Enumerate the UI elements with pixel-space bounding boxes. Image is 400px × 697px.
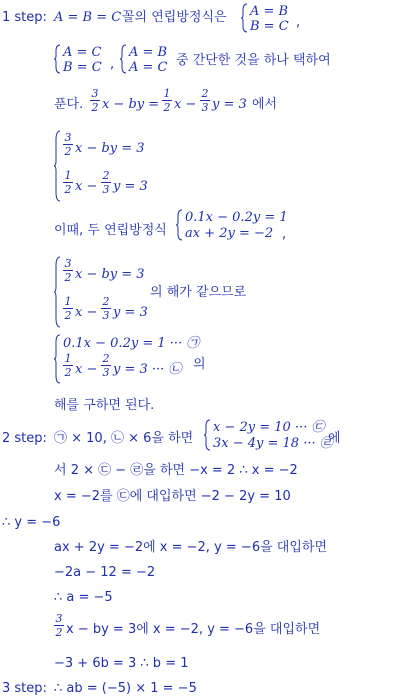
step1-label: 1 step: [2,10,47,25]
system-1-row2b: y = 3 [113,179,148,194]
fraction: 1 2 [64,169,72,196]
step2-line2: 서 2 × ㉢ − ㉣을 하면 −x = 2 ∴ x = −2 [54,463,298,478]
step2-line3: x = −2를 ㉢에 대입하면 −2 − 2y = 10 [54,489,291,504]
system-1-row1: x − by = 3 [75,141,145,156]
step1-same-solution-text: 의 해가 같으므로 [150,285,247,300]
system-c [120,44,180,74]
system-b-row1: A = C [63,45,102,60]
comma: , [110,57,115,72]
system-5-suffix: 에 [328,431,341,446]
system-5-row1: x − 2y = 10 ··· ㉢ [213,420,325,435]
step1-note-text: 이때, 두 연립방정식 [54,223,167,238]
step2-line7: ∴ a = −5 [54,590,113,605]
step3-label: 3 step: [2,681,47,696]
step2-line9: −3 + 6b = 3 ∴ b = 1 [54,656,189,671]
system-3 [54,256,164,328]
comma: , [296,15,301,30]
fraction: 2 3 [102,352,110,379]
system-3-row2a: x − [75,305,98,320]
comma: , [282,227,287,242]
fraction: 3 2 [55,612,63,639]
step3-result: ∴ ab = (−5) × 1 = −5 [54,681,197,696]
system-b-row2: B = C [63,60,102,75]
system-3-row1: x − by = 3 [75,267,145,282]
system-2-row1: 0.1x − 0.2y = 1 [185,210,288,225]
fraction: 3 2 [64,257,72,284]
fraction: 2 3 [201,87,209,114]
system-a [241,3,331,33]
system-1-row2a: x − [75,179,98,194]
equation-segment: x − by = [102,97,160,112]
brace-icon [54,130,61,202]
brace-icon [54,256,61,328]
system-1 [54,130,164,202]
step2-line5: ax + 2y = −2에 x = −2, y = −6을 대입하면 [54,540,328,555]
fraction: 1 2 [163,87,171,114]
fraction: 1 2 [64,352,72,379]
step2-line8: x − by = 3에 x = −2, y = −6을 대입하면 [66,622,321,637]
step1-conclusion: 해를 구하면 된다. [54,398,155,413]
system-3-row2b: y = 3 [113,305,148,320]
brace-icon [120,44,127,74]
fraction: 3 2 [91,87,99,114]
equation-segment: y = 3 [212,97,247,112]
system-4-row1: 0.1x − 0.2y = 1 ··· ㉠ [63,336,200,351]
fraction: 2 3 [102,169,110,196]
system-5 [204,419,344,451]
brace-icon [54,334,61,384]
step1-intro-text: 꼴의 연립방정식은 [122,10,227,25]
step1-solve-suffix: 에서 [252,97,278,112]
equation-segment: x − [174,97,197,112]
step1-equation-form: A = B = C [54,10,122,25]
system-2-row2: ax + 2y = −2 [185,226,274,241]
fraction: 2 3 [102,295,110,322]
system-2 [176,209,296,241]
system-4 [54,334,234,384]
system-4-row2b: y = 3 ··· ㉡ [113,362,182,377]
step2-line4: ∴ y = −6 [2,515,61,530]
system-5-row2: 3x − 4y = 18 ··· ㉣ [213,436,333,451]
system-a-row1: A = B [250,4,289,19]
step2-line6: −2a − 12 = −2 [54,565,156,580]
fraction: 3 2 [64,131,72,158]
step2-label: 2 step: [2,431,47,446]
system-c-row2: A = C [129,60,168,75]
step2-operation-text: ㉠ × 10, ㉡ × 6을 하면 [54,431,194,446]
brace-icon [176,209,183,241]
step1-solve-prefix: 푼다. [54,97,84,112]
brace-icon [241,3,248,33]
brace-icon [54,44,61,74]
step1-choice-text: 중 간단한 것을 하나 택하여 [176,53,331,68]
system-a-row2: B = C [250,19,289,34]
fraction: 1 2 [64,295,72,322]
system-4-row2a: x − [75,362,98,377]
brace-icon [204,419,211,451]
system-4-suffix: 의 [193,357,206,372]
system-c-row1: A = B [129,45,168,60]
